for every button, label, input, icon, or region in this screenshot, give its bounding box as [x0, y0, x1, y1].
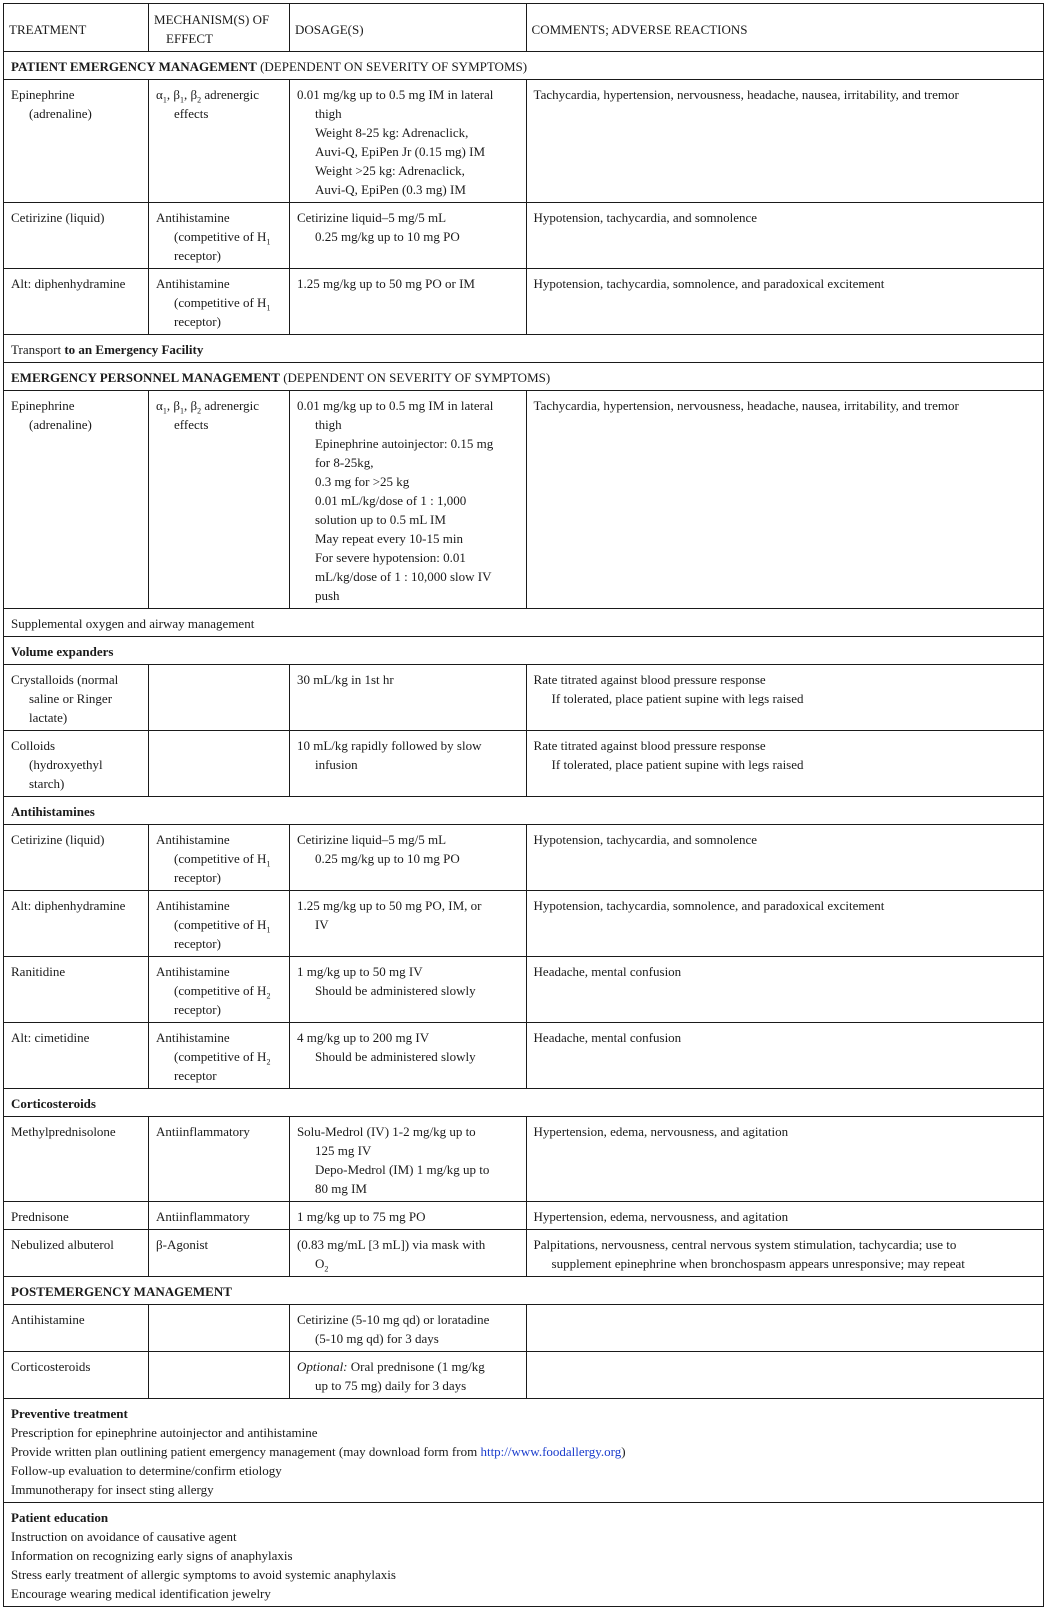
mechanism-cell: Antihistamine (competitive of $H_1$ receptor): [149, 203, 290, 269]
mechanism-cell: Antiinflammatory: [149, 1117, 290, 1202]
dosage-cell: 30 mL/kg in 1st hr: [289, 665, 526, 731]
section-postemergency: POSTEMERGENCY MANAGEMENT: [4, 1277, 1044, 1305]
preventive-title: Preventive treatment: [11, 1406, 128, 1421]
mechanism-cell: $\alpha_1$, $\beta_1$, $\beta_2$ adrenergic effects: [149, 391, 290, 609]
section-row: [4, 637, 1044, 665]
mechanism-cell: $\alpha_1$, $\beta_1$, $\beta_2$ adrenergic effects: [149, 80, 290, 203]
treatment-cell: Cetirizine (liquid): [4, 825, 149, 891]
treatment-cell: Alt: cimetidine: [4, 1023, 149, 1089]
foodallergy-link[interactable]: http://www.foodallergy.org: [480, 1444, 622, 1459]
treatment-cell: Colloids (hydroxyethyl starch): [4, 731, 149, 797]
section-title: PATIENT EMERGENCY MANAGEMENT: [11, 59, 257, 74]
comments-cell: Hypotension, tachycardia, and somnolence: [526, 203, 1043, 269]
dosage-cell: Optional: Oral prednisone (1 mg/kg up to 75 mg) daily for 3 days: [289, 1352, 526, 1399]
list-item: Information on recognizing early signs of anaphylaxis: [11, 1548, 293, 1563]
section-personnel-emergency: [4, 363, 1044, 391]
header-mechanism-line1: MECHANISM(S) OF: [154, 12, 270, 27]
mechanism-cell: Antiinflammatory: [149, 1202, 290, 1230]
section-row: [4, 335, 1044, 363]
header-treatment: TREATMENT: [4, 4, 149, 52]
table-row: [4, 269, 1044, 335]
table-row: [4, 1352, 1044, 1399]
dosage-cell: 1.25 mg/kg up to 50 mg PO or IM: [289, 269, 526, 335]
section-title: EMERGENCY PERSONNEL MANAGEMENT: [11, 370, 280, 385]
treatment-cell: Corticosteroids: [4, 1352, 149, 1399]
mechanism-cell: Antihistamine (competitive of $H_1$ receptor): [149, 825, 290, 891]
comments-cell: Headache, mental confusion: [526, 1023, 1043, 1089]
mechanism-cell: Antihistamine (competitive of $H_1$ receptor): [149, 269, 290, 335]
list-item: Prescription for epinephrine autoinjector and antihistamine: [11, 1425, 318, 1440]
section-row: [4, 1503, 1044, 1607]
comments-cell: Hypertension, edema, nervousness, and agitation: [526, 1117, 1043, 1202]
section-subtitle: (DEPENDENT ON SEVERITY OF SYMPTOMS): [256, 59, 528, 74]
dosage-cell: (0.83 mg/mL [3 mL]) via mask with $O_2$: [289, 1230, 526, 1277]
treatment-cell: Antihistamine: [4, 1305, 149, 1352]
section-row: [4, 363, 1044, 391]
comments-cell: Hypertension, edema, nervousness, and agitation: [526, 1202, 1043, 1230]
table-row: [4, 1117, 1044, 1202]
dosage-cell: 0.01 mg/kg up to 0.5 mg IM in lateral thigh Weight 8-25 kg: Adrenaclick, Auvi-Q, EpiPen Jr (0.15 mg) IM Weight >25 kg: Adrenaclick, Auvi-Q, EpiPen (0.3 mg) IM: [289, 80, 526, 203]
section-row: [4, 52, 1044, 80]
list-item: Stress early treatment of allergic symptoms to avoid systemic anaphylaxis: [11, 1567, 396, 1582]
section-row: [4, 1277, 1044, 1305]
list-item: Provide written plan outlining patient emergency management (may download form from http://www.foodallergy.org): [11, 1444, 626, 1459]
dosage-cell: 1 mg/kg up to 75 mg PO: [289, 1202, 526, 1230]
treatment-cell: Epinephrine (adrenaline): [4, 80, 149, 203]
education-title: Patient education: [11, 1510, 109, 1525]
treatment-cell: Ranitidine: [4, 957, 149, 1023]
comments-cell: Headache, mental confusion: [526, 957, 1043, 1023]
table-row: [4, 1202, 1044, 1230]
preventive-treatment-box: [4, 1399, 1044, 1503]
dosage-cell: 10 mL/kg rapidly followed by slow infusion: [289, 731, 526, 797]
list-item: Instruction on avoidance of causative agent: [11, 1529, 237, 1544]
section-antihistamines: Antihistamines: [4, 797, 1044, 825]
mechanism-cell: [149, 665, 290, 731]
comments-cell: [526, 1352, 1043, 1399]
table-header-row: [4, 4, 1044, 52]
section-row: [4, 1399, 1044, 1503]
table-row: [4, 80, 1044, 203]
section-corticosteroids: Corticosteroids: [4, 1089, 1044, 1117]
list-item: Follow-up evaluation to determine/confirm etiology: [11, 1463, 282, 1478]
oxygen-row: Supplemental oxygen and airway management: [4, 609, 1044, 637]
anaphylaxis-treatment-table: [3, 3, 1044, 1607]
mechanism-cell: β-Agonist: [149, 1230, 290, 1277]
treatment-cell: Alt: diphenhydramine: [4, 891, 149, 957]
dosage-cell: 1.25 mg/kg up to 50 mg PO, IM, or IV: [289, 891, 526, 957]
dosage-cell: Cetirizine liquid–5 mg/5 mL 0.25 mg/kg up to 10 mg PO: [289, 203, 526, 269]
table-row: [4, 891, 1044, 957]
section-patient-emergency: [4, 52, 1044, 80]
list-item: Immunotherapy for insect sting allergy: [11, 1482, 214, 1497]
dosage-cell: Solu-Medrol (IV) 1-2 mg/kg up to 125 mg IV Depo-Medrol (IM) 1 mg/kg up to 80 mg IM: [289, 1117, 526, 1202]
table-row: [4, 1023, 1044, 1089]
list-item: Encourage wearing medical identification jewelry: [11, 1586, 271, 1601]
comments-cell: Rate titrated against blood pressure response If tolerated, place patient supine with legs raised: [526, 731, 1043, 797]
mechanism-cell: [149, 1305, 290, 1352]
transport-row: Transport to an Emergency Facility: [4, 335, 1044, 363]
dosage-cell: 1 mg/kg up to 50 mg IV Should be administered slowly: [289, 957, 526, 1023]
section-row: [4, 609, 1044, 637]
dosage-cell: Cetirizine liquid–5 mg/5 mL 0.25 mg/kg up to 10 mg PO: [289, 825, 526, 891]
table-row: [4, 391, 1044, 609]
mechanism-cell: [149, 1352, 290, 1399]
table-row: [4, 1305, 1044, 1352]
table-row: [4, 957, 1044, 1023]
treatment-cell: Nebulized albuterol: [4, 1230, 149, 1277]
table-row: [4, 203, 1044, 269]
mechanism-cell: Antihistamine (competitive of $H_2$ receptor: [149, 1023, 290, 1089]
mechanism-cell: Antihistamine (competitive of $H_1$ receptor): [149, 891, 290, 957]
comments-cell: [526, 1305, 1043, 1352]
table-row: [4, 731, 1044, 797]
header-comments: COMMENTS; ADVERSE REACTIONS: [526, 4, 1043, 52]
comments-cell: Tachycardia, hypertension, nervousness, headache, nausea, irritability, and tremor: [526, 80, 1043, 203]
dosage-cell: Cetirizine (5-10 mg qd) or loratadine (5-10 mg qd) for 3 days: [289, 1305, 526, 1352]
treatment-cell: Methylprednisolone: [4, 1117, 149, 1202]
header-dosage: DOSAGE(S): [289, 4, 526, 52]
comments-cell: Rate titrated against blood pressure response If tolerated, place patient supine with legs raised: [526, 665, 1043, 731]
comments-cell: Hypotension, tachycardia, somnolence, and paradoxical excitement: [526, 269, 1043, 335]
comments-cell: Hypotension, tachycardia, somnolence, and paradoxical excitement: [526, 891, 1043, 957]
mechanism-cell: [149, 731, 290, 797]
dosage-cell: 4 mg/kg up to 200 mg IV Should be administered slowly: [289, 1023, 526, 1089]
comments-cell: Hypotension, tachycardia, and somnolence: [526, 825, 1043, 891]
header-mechanism-line2: EFFECT: [166, 31, 213, 46]
treatment-cell: Epinephrine (adrenaline): [4, 391, 149, 609]
treatment-cell: Cetirizine (liquid): [4, 203, 149, 269]
treatment-cell: Alt: diphenhydramine: [4, 269, 149, 335]
mechanism-cell: Antihistamine (competitive of $H_2$ receptor): [149, 957, 290, 1023]
section-volume-expanders: Volume expanders: [4, 637, 1044, 665]
section-row: [4, 1089, 1044, 1117]
patient-education-box: [4, 1503, 1044, 1607]
treatment-cell: Crystalloids (normal saline or Ringer lactate): [4, 665, 149, 731]
table-row: [4, 1230, 1044, 1277]
treatment-cell: Prednisone: [4, 1202, 149, 1230]
header-mechanism: [149, 4, 290, 52]
comments-cell: Palpitations, nervousness, central nervous system stimulation, tachycardia; use to supplement epinephrine when bronchospasm appears unresponsive; may repeat: [526, 1230, 1043, 1277]
comments-cell: Tachycardia, hypertension, nervousness, headache, nausea, irritability, and tremor: [526, 391, 1043, 609]
table-row: [4, 825, 1044, 891]
table-row: [4, 665, 1044, 731]
section-row: [4, 797, 1044, 825]
dosage-cell: 0.01 mg/kg up to 0.5 mg IM in lateral thigh Epinephrine autoinjector: 0.15 mg for 8-25kg, 0.3 mg for >25 kg 0.01 mL/kg/dose of 1 : 1,000 solution up to 0.5 mL IM May repeat every 10-15 min For severe hypotension: 0.01 mL/kg/dose of 1 : 10,000 slow IV push: [289, 391, 526, 609]
section-subtitle: (DEPENDENT ON SEVERITY OF SYMPTOMS): [279, 370, 551, 385]
